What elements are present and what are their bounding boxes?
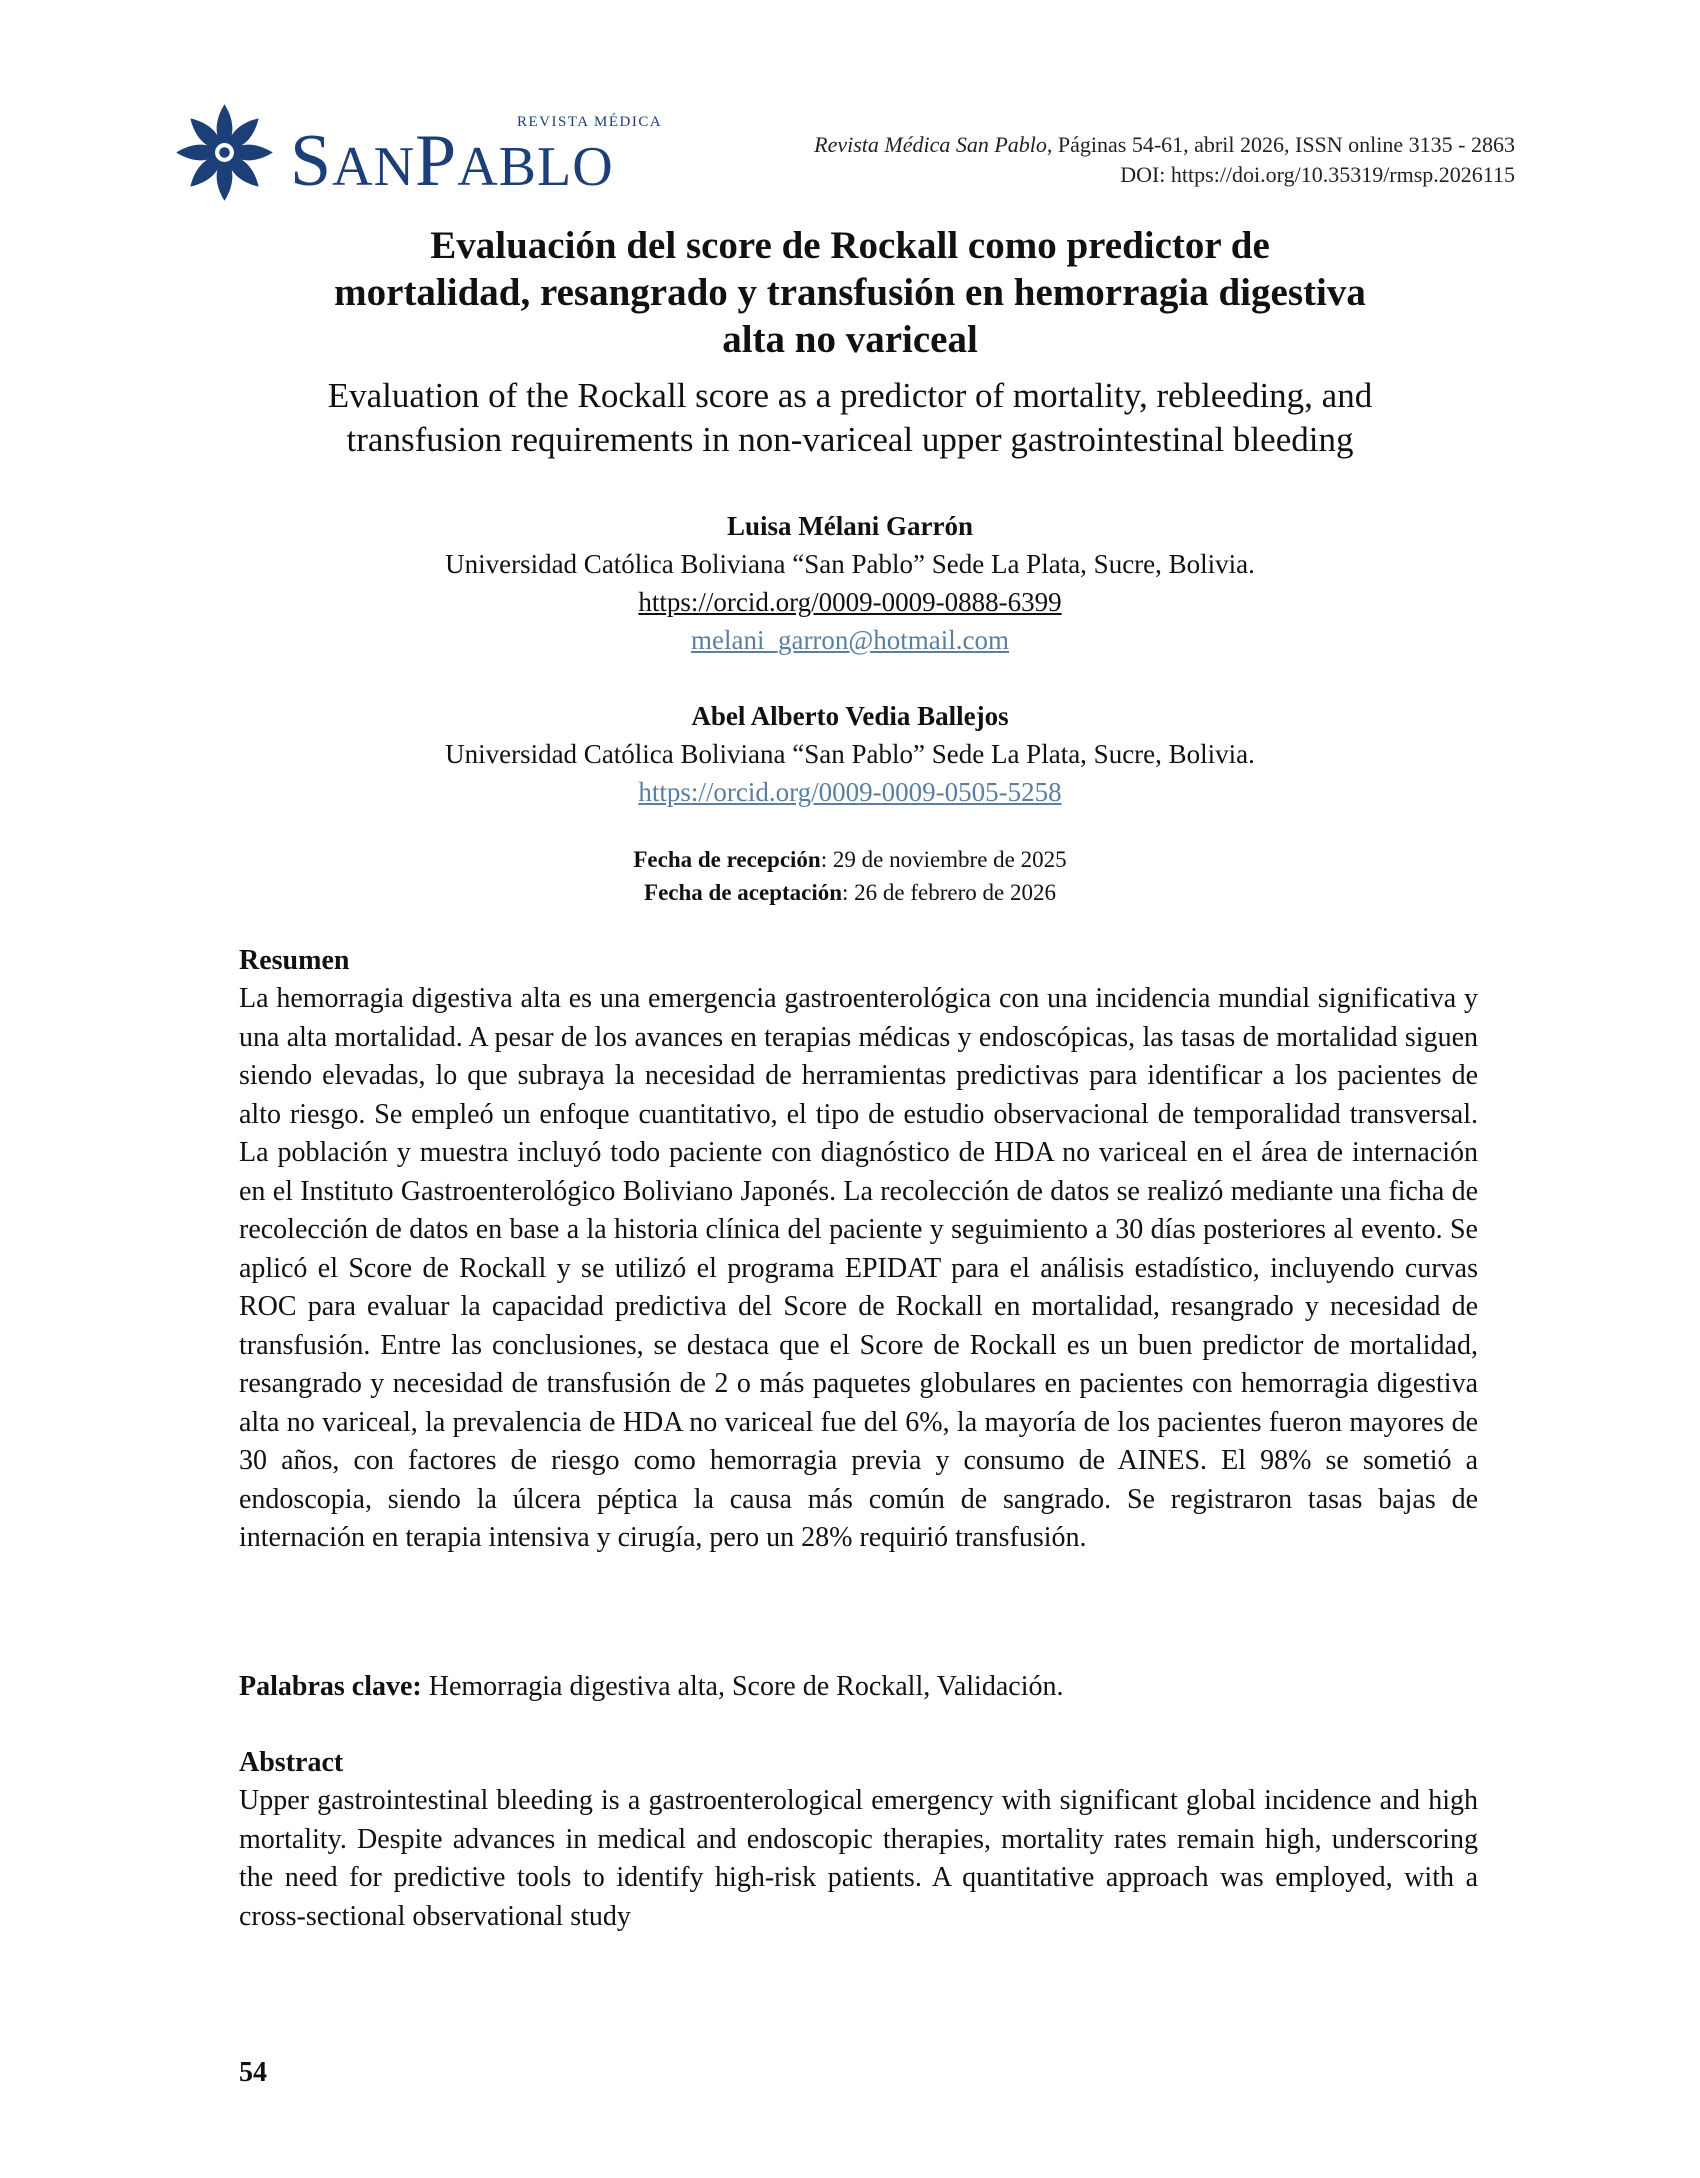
keywords-label: Palabras clave:: [239, 1671, 422, 1702]
author-name: Abel Alberto Vedia Ballejos: [691, 701, 1009, 731]
dates-block: [200, 843, 1500, 909]
keywords-value: Hemorragia digestiva alta, Score de Rockall, Validación.: [421, 1671, 1064, 1702]
orcid-link[interactable]: https://orcid.org/0009-0009-0505-5258: [638, 777, 1062, 807]
author-affiliation: Universidad Católica Boliviana “San Pablo” Sede La Plata, Sucre, Bolivia.: [445, 739, 1255, 769]
star-emblem-icon: [172, 100, 277, 205]
author-block: [200, 697, 1500, 811]
author-affiliation: Universidad Católica Boliviana “San Pablo” Sede La Plata, Sucre, Bolivia.: [445, 549, 1255, 579]
accepted-label: Fecha de aceptación: [644, 880, 843, 905]
citation-details: , Páginas 54-61, abril 2026, ISSN online 3135 - 2863: [1046, 132, 1515, 157]
author-name: Luisa Mélani Garrón: [726, 511, 973, 541]
title-spanish: [200, 222, 1500, 363]
resumen-text: La hemorragia digestiva alta es una emergencia gastroenterológica con una incidencia mundial significativa y una alta mortalidad. A pesar de los avances en terapias médicas y endoscópicas, las tasas de mortalidad siguen siendo elevadas, lo que subraya la necesidad de herramientas predictivas para identificar a los pacientes de alto riesgo. Se empleó un enfoque cuantitativo, el tipo de estudio observacional de temporalidad transversal. La población y muestra incluyó todo paciente con diagnóstico de HDA no variceal en el área de internación en el Instituto Gastroenterológico Boliviano Japonés. La recolección de datos se realizó mediante una ficha de recolección de datos en base a la historia clínica del paciente y seguimiento a 30 días posteriores al evento. Se aplicó el Score de Rockall y se utilizó el programa EPIDAT para el análisis estadístico, incluyendo curvas ROC para evaluar la capacidad predictiva del Score de Rockall en mortalidad, resangrado y necesidad de transfusión. Entre las conclusiones, se destaca que el Score de Rockall es un buen predictor de mortalidad, resangrado y necesidad de transfusión de 2 o más paquetes globulares en pacientes con hemorragia digestiva alta no variceal, la prevalencia de HDA no variceal fue del 6%, la mayoría de los pacientes fueron mayores de 30 años, con factores de riesgo como hemorragia previa y consumo de AINES. El 98% se sometió a endoscopia, siendo la úlcera péptica la causa más común de sangrado. Se registraron tasas bajas de internación en terapia intensiva y cirugía, pero un 28% requirió transfusión.: [239, 983, 1478, 1553]
title-es-line: mortalidad, resangrado y transfusión en hemorragia digestiva: [334, 271, 1366, 314]
accepted-date: : 26 de febrero de 2026: [842, 880, 1056, 905]
orcid-link[interactable]: https://orcid.org/0009-0009-0888-6399: [638, 587, 1062, 617]
title-english: [200, 374, 1500, 462]
keywords: [239, 1668, 1478, 1706]
doi: DOI: https://doi.org/10.35319/rmsp.2026115: [1120, 162, 1515, 187]
journal-kicker: REVISTA MÉDICA: [517, 114, 663, 130]
title-es-line: alta no variceal: [722, 318, 978, 361]
author-block: [200, 507, 1500, 659]
title-en-line: Evaluation of the Rockall score as a predictor of mortality, rebleeding, and: [327, 376, 1373, 415]
title-en-line: transfusion requirements in non-variceal upper gastrointestinal bleeding: [346, 420, 1354, 459]
received-date: : 29 de noviembre de 2025: [820, 847, 1067, 872]
resumen-heading: Resumen: [239, 945, 350, 976]
journal-logo: [172, 100, 663, 205]
abstract-text: Upper gastrointestinal bleeding is a gastroenterological emergency with significant global incidence and high mortality. Despite advances in medical and endoscopic therapies, mortality rates remain high, underscoring the need for predictive tools to identify high-risk patients. A quantitative approach was employed, with a cross-sectional observational study: [239, 1785, 1478, 1932]
title-es-line: Evaluación del score de Rockall como predictor de: [430, 224, 1270, 267]
journal-name: Revista Médica San Pablo: [814, 132, 1047, 157]
abstract-heading: Abstract: [239, 1747, 344, 1778]
email-link[interactable]: melani_garron@hotmail.com: [690, 625, 1010, 655]
page-number: 54: [239, 2057, 267, 2088]
journal-brand: SANPABLO: [290, 120, 614, 202]
header-citation: [814, 130, 1515, 190]
received-label: Fecha de recepción: [633, 847, 821, 872]
